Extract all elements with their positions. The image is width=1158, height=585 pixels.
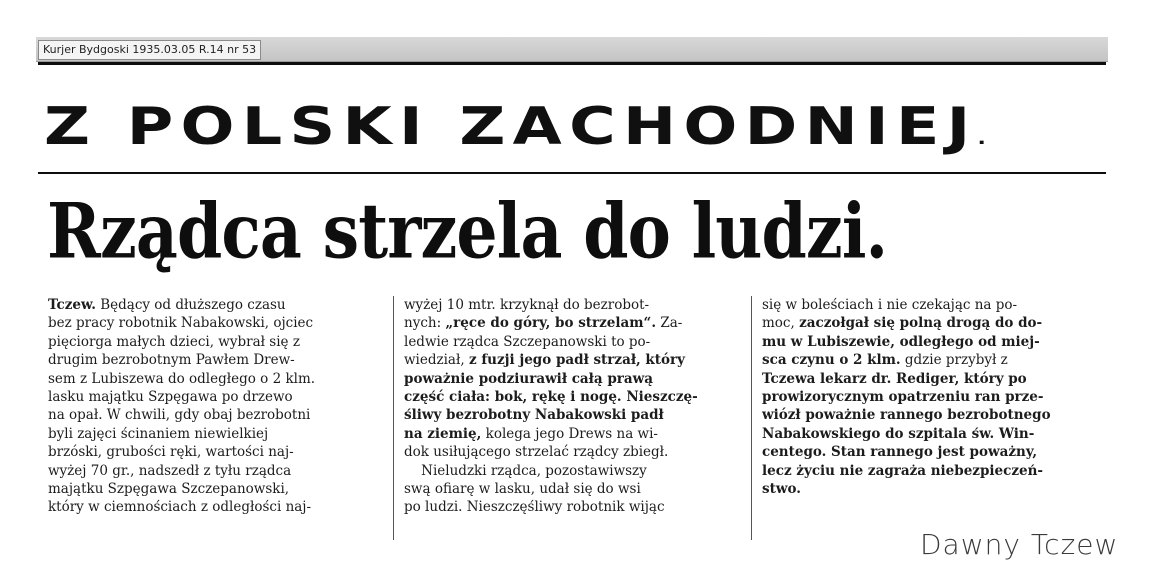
bold-text: centego. Stan rannego jest poważny, bbox=[762, 444, 1038, 461]
section-title-dot: . bbox=[977, 128, 986, 149]
article-line bbox=[404, 462, 744, 480]
bold-text: stwo. bbox=[762, 481, 801, 498]
article-line bbox=[48, 351, 386, 369]
bold-text: część ciała: bok, rękę i nogę. Nieszczę- bbox=[404, 389, 698, 406]
article-line bbox=[762, 406, 1094, 424]
line-text: majątku Szpęgawa Szczepanowski, bbox=[48, 481, 290, 498]
bold-text: wiózł poważnie rannego bezrobotnego bbox=[762, 407, 1051, 424]
article-line bbox=[48, 443, 386, 461]
line-text: Za- bbox=[656, 315, 683, 332]
section-title-text: Z POLSKI ZACHODNIEJ bbox=[44, 97, 978, 157]
line-text: nych: bbox=[404, 315, 446, 332]
article-line bbox=[404, 480, 744, 498]
section-title bbox=[44, 90, 1158, 165]
bold-text: Tczew. bbox=[48, 297, 96, 313]
article-line bbox=[762, 443, 1094, 461]
viewer-tab-bar bbox=[36, 37, 1108, 62]
article-line bbox=[762, 333, 1094, 351]
article-line bbox=[48, 333, 386, 351]
article-line bbox=[404, 498, 744, 516]
line-text: drugim bezrobotnym Pawłem Drew- bbox=[48, 352, 295, 369]
line-text: wyżej 10 mtr. krzyknął do bezrobot- bbox=[404, 297, 650, 313]
line-text: kolega jego Drews na wi- bbox=[481, 425, 658, 442]
article-line bbox=[404, 370, 744, 388]
column-divider bbox=[393, 296, 394, 540]
bold-text: lecz życiu nie zagraża niebezpieczeń- bbox=[762, 462, 1044, 479]
article-line bbox=[762, 351, 1094, 369]
line-text: się w boleściach i nie czekając na po- bbox=[762, 297, 1018, 313]
line-text: po ludzi. Nieszczęśliwy robotnik wijąc bbox=[404, 499, 665, 516]
article-line bbox=[762, 296, 1094, 314]
line-text: gdzie przybył z bbox=[900, 352, 1008, 369]
article-line bbox=[48, 498, 386, 516]
article-line bbox=[762, 480, 1094, 498]
article-line bbox=[404, 388, 744, 406]
line-text: moc, bbox=[762, 315, 800, 332]
article-column-3 bbox=[762, 296, 1094, 498]
article-column-1 bbox=[48, 296, 386, 517]
bold-text: z fuzji jego padł strzał, który bbox=[468, 352, 685, 369]
document-tab[interactable]: Kurjer Bydgoski 1935.03.05 R.14 nr 53 bbox=[38, 40, 261, 60]
line-text: sem z Lubiszewa do odległego o 2 klm. bbox=[48, 370, 316, 387]
article-line bbox=[404, 351, 744, 369]
bold-text: prowizorycznym opatrzeniu ran prze- bbox=[762, 389, 1044, 406]
bold-text: śliwy bezrobotny Nabakowski padł bbox=[404, 407, 664, 424]
article-line bbox=[404, 333, 744, 351]
article-line bbox=[404, 296, 744, 314]
article-line bbox=[762, 462, 1094, 480]
article-line bbox=[762, 370, 1094, 388]
line-text: lasku majątku Szpęgawa po drzewo bbox=[48, 389, 293, 406]
section-rule bbox=[38, 172, 1106, 174]
line-text: który w ciemnościach z odległości naj- bbox=[48, 499, 312, 516]
column-divider bbox=[751, 296, 752, 540]
line-text: byli zajęci ścinaniem niewielkiej bbox=[48, 425, 269, 442]
article-line bbox=[48, 314, 386, 332]
article-line bbox=[48, 480, 386, 498]
article-line bbox=[404, 406, 744, 424]
article-line bbox=[48, 462, 386, 480]
bold-text: mu w Lubiszewie, odległego od miej- bbox=[762, 333, 1040, 350]
line-text: bez pracy robotnik Nabakowski, ojciec bbox=[48, 315, 314, 332]
article-line bbox=[762, 425, 1094, 443]
line-text: wiedział, bbox=[404, 352, 469, 369]
article-line bbox=[48, 425, 386, 443]
article-line bbox=[48, 296, 386, 314]
watermark: Dawny Tczew bbox=[920, 528, 1119, 561]
article-headline: Rządca strzela do ludzi. bbox=[47, 185, 888, 276]
line-text: ledwie rządca Szczepanowski to po- bbox=[404, 333, 651, 350]
article-column-2 bbox=[404, 296, 744, 517]
line-text: brzóski, grubości ręki, wartości naj- bbox=[48, 444, 294, 461]
bold-text: Nabakowskiego do szpitala św. Win- bbox=[762, 425, 1035, 442]
article-line bbox=[404, 425, 744, 443]
article-line bbox=[48, 388, 386, 406]
bold-text: zaczołgał się polną drogą do do- bbox=[799, 315, 1043, 332]
bold-text: Tczewa lekarz dr. Rediger, który po bbox=[762, 370, 1027, 387]
bold-text: na ziemię, bbox=[404, 425, 482, 442]
article-line bbox=[404, 314, 744, 332]
line-text: wyżej 70 gr., nadszedł z tyłu rządca bbox=[48, 462, 292, 479]
line-text: pięciorga małych dzieci, wybrał się z bbox=[48, 333, 300, 350]
article-line bbox=[48, 370, 386, 388]
line-text: Nieludzki rządca, pozostawiwszy bbox=[404, 462, 647, 479]
article-line bbox=[762, 314, 1094, 332]
article-line bbox=[48, 406, 386, 424]
article-line bbox=[762, 388, 1094, 406]
line-text: swą ofiarę w lasku, udał się do wsi bbox=[404, 481, 641, 498]
bold-text: sca czynu o 2 klm. bbox=[762, 352, 901, 369]
line-text: na opał. W chwili, gdy obaj bezrobotni bbox=[48, 407, 311, 424]
line-text: Będący od dłuższego czasu bbox=[95, 297, 286, 313]
top-rule bbox=[38, 62, 1106, 65]
bold-text: poważnie podziurawił całą prawą bbox=[404, 370, 653, 387]
article-line bbox=[404, 443, 744, 461]
bold-text: „ręce do góry, bo strzelam“. bbox=[445, 315, 657, 332]
line-text: dok usiłującego strzelać rządcy zbiegł. bbox=[404, 444, 669, 461]
